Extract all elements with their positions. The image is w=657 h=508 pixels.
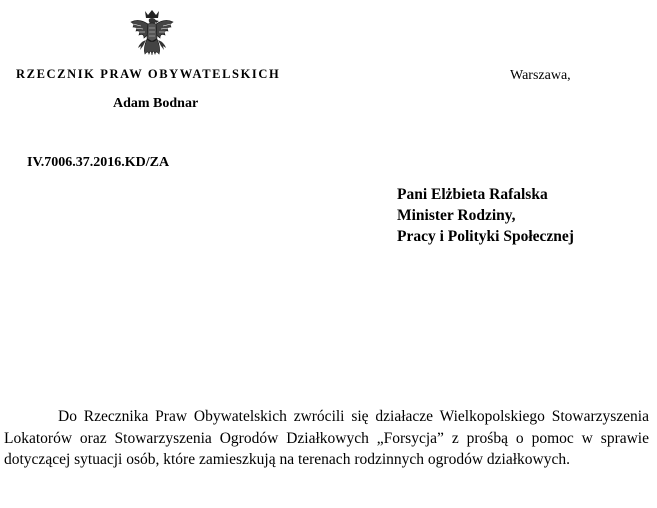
signatory-name: Adam Bodnar	[113, 96, 199, 111]
body-paragraph: Do Rzecznika Praw Obywatelskich zwrócili się działacze Wielkopolskiego Stowarzyszenia Lokatorów oraz Stowarzyszenia Ogrodów Działkowych „Forsycja” z prośbą o pomoc w sprawie dotyczącej sytuacji osób, które zamieszkują na terenach rodzinnych ogrodów działkowych.	[4, 408, 649, 468]
reference-number: IV.7006.37.2016.KD/ZA	[27, 155, 170, 170]
recipient-line: Pracy i Polityki Społecznej	[397, 228, 574, 245]
recipient-block	[397, 184, 574, 247]
place-date: Warszawa,	[510, 68, 571, 83]
polish-eagle-emblem-icon	[127, 8, 177, 64]
recipient-line: Minister Rodziny,	[397, 207, 516, 224]
recipient-line: Pani Elżbieta Rafalska	[397, 186, 548, 203]
office-name: RZECZNIK PRAW OBYWATELSKICH	[16, 67, 281, 81]
